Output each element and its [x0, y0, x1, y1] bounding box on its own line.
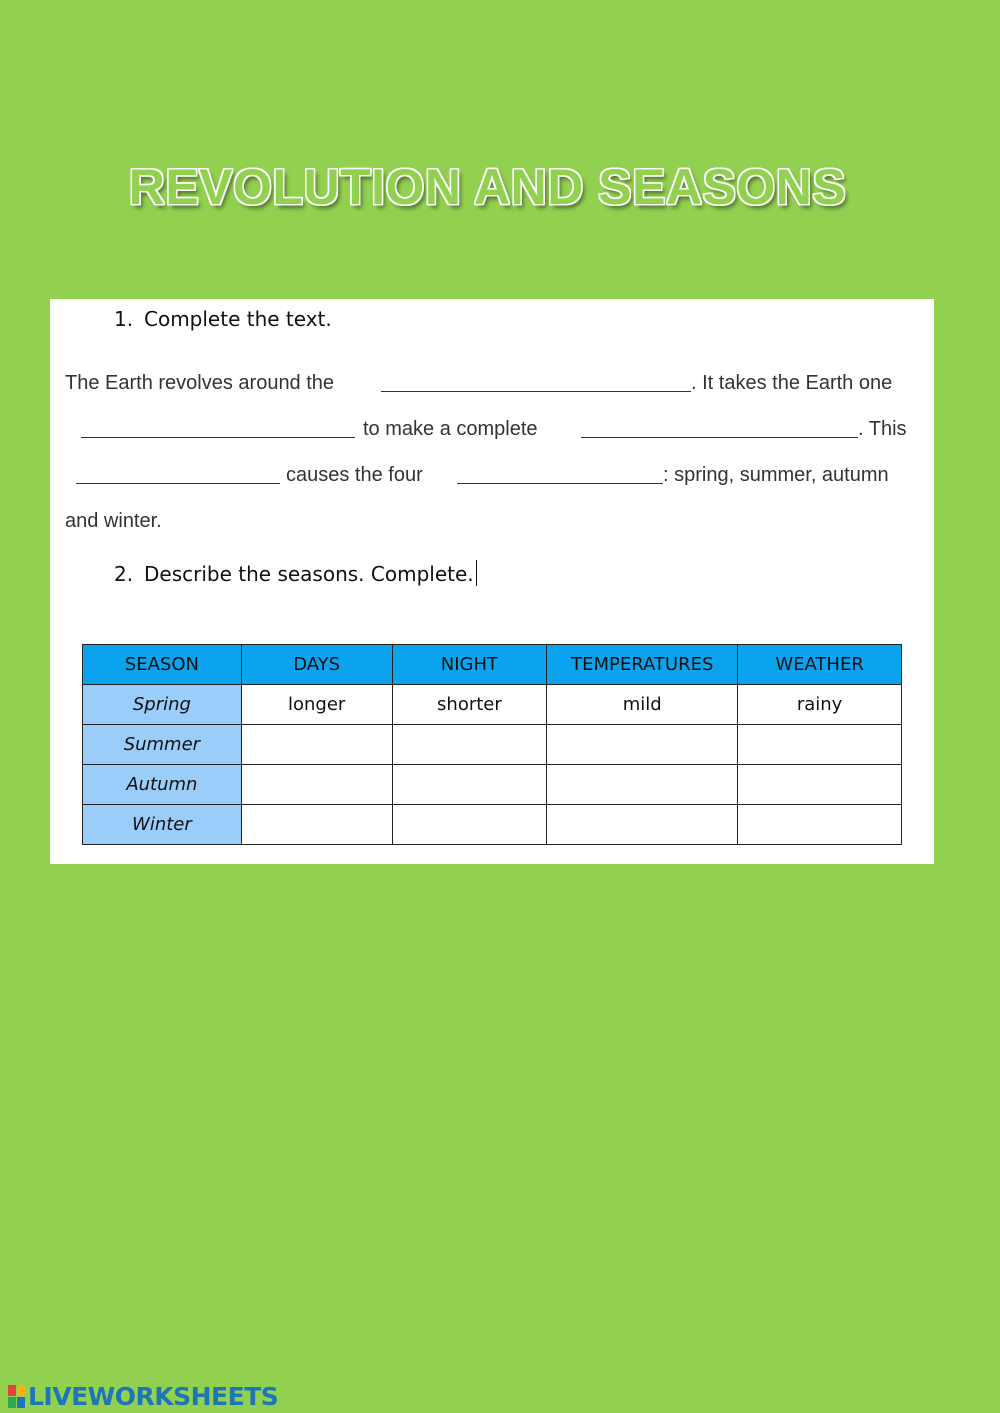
weather-cell[interactable]	[738, 805, 902, 845]
text-line-3-middle: causes the four	[286, 464, 423, 486]
table-row	[83, 685, 902, 725]
temperatures-cell[interactable]	[547, 725, 738, 765]
weather-cell[interactable]	[738, 725, 902, 765]
blank-answer-4[interactable]	[76, 483, 280, 484]
table-header-row	[83, 645, 902, 685]
text-line-4: and winter.	[65, 510, 162, 532]
text-line-2-middle: to make a complete	[363, 418, 538, 440]
days-cell[interactable]	[241, 805, 392, 845]
exercise-2-number: 2.	[114, 562, 134, 586]
header-season: SEASON	[83, 645, 242, 685]
days-cell[interactable]: longer	[241, 685, 392, 725]
temperatures-cell[interactable]: mild	[547, 685, 738, 725]
header-weather: WEATHER	[738, 645, 902, 685]
header-temperatures: TEMPERATURES	[547, 645, 738, 685]
text-line-3-end: : spring, summer, autumn	[663, 464, 889, 486]
page-title: REVOLUTION AND SEASONS	[128, 159, 847, 215]
season-cell: Winter	[83, 805, 242, 845]
text-cursor	[476, 560, 478, 586]
weather-cell[interactable]: rainy	[738, 685, 902, 725]
temperatures-cell[interactable]	[547, 805, 738, 845]
logo-square-red	[8, 1385, 16, 1396]
blank-answer-2[interactable]	[81, 437, 355, 438]
days-cell[interactable]	[241, 725, 392, 765]
logo-square-yellow	[17, 1385, 25, 1396]
table-row	[83, 725, 902, 765]
season-cell: Summer	[83, 725, 242, 765]
logo-square-blue	[17, 1397, 25, 1408]
logo-square-green	[8, 1397, 16, 1408]
exercise-1-number: 1.	[114, 307, 134, 331]
season-cell: Autumn	[83, 765, 242, 805]
text-line-1-start: The Earth revolves around the	[65, 372, 335, 394]
night-cell[interactable]: shorter	[392, 685, 547, 725]
table-row	[83, 765, 902, 805]
temperatures-cell[interactable]	[547, 765, 738, 805]
text-line-2-end: . This	[858, 418, 907, 440]
table-row	[83, 805, 902, 845]
header-night: NIGHT	[392, 645, 547, 685]
exercise-2-heading	[114, 560, 477, 586]
night-cell[interactable]	[392, 765, 547, 805]
weather-cell[interactable]	[738, 765, 902, 805]
blank-answer-1[interactable]	[381, 391, 691, 392]
blank-answer-3[interactable]	[581, 437, 858, 438]
exercise-1-heading	[114, 307, 332, 331]
liveworksheets-logo-icon	[8, 1385, 25, 1408]
header-days: DAYS	[241, 645, 392, 685]
liveworksheets-logo	[8, 1381, 278, 1411]
seasons-table	[82, 644, 902, 845]
text-line-1-end: . It takes the Earth one	[691, 372, 893, 394]
worksheet-card	[50, 299, 934, 864]
night-cell[interactable]	[392, 725, 547, 765]
night-cell[interactable]	[392, 805, 547, 845]
logo-text: LIVEWORKSHEETS	[28, 1381, 279, 1411]
exercise-2-title: Describe the seasons. Complete.	[144, 562, 474, 586]
blank-answer-5[interactable]	[457, 483, 663, 484]
exercise-1-title: Complete the text.	[144, 307, 332, 331]
season-cell: Spring	[83, 685, 242, 725]
days-cell[interactable]	[241, 765, 392, 805]
